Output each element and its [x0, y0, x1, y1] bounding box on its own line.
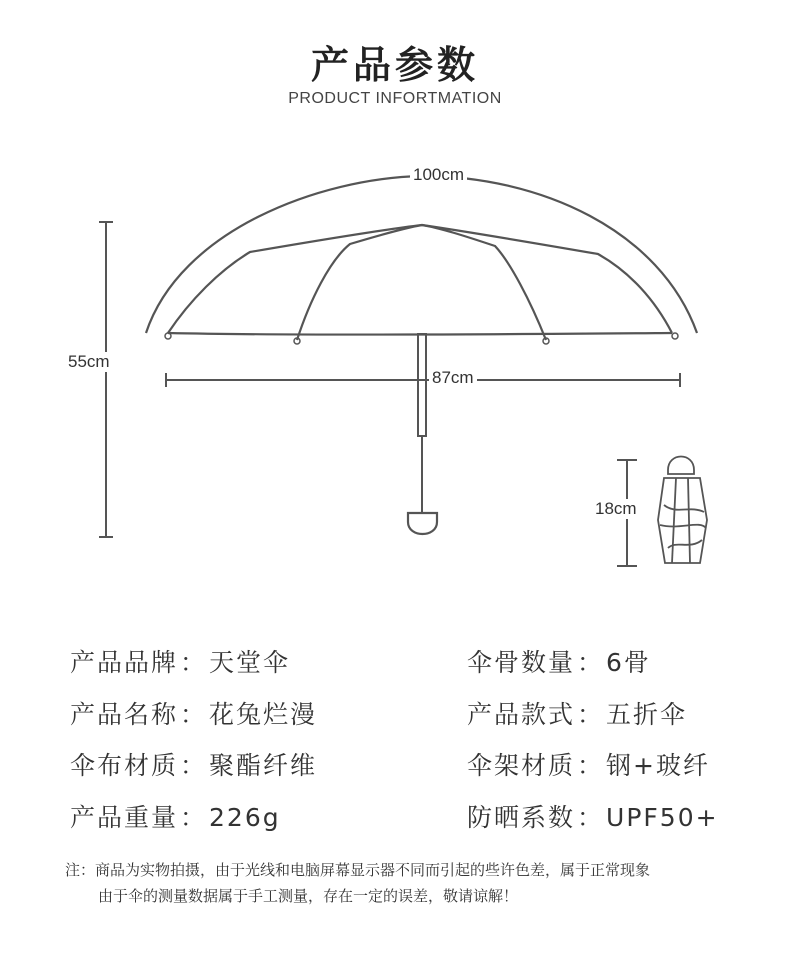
spec-label: 产品名称	[70, 700, 179, 729]
note-line-2: 由于伞的测量数据属于手工测量，存在一定的误差，敬请谅解！	[98, 887, 519, 905]
page-title: 产品参数	[310, 43, 479, 87]
spec-weight: 产品重量：226g	[70, 803, 281, 832]
spec-style: 产品款式：五折伞	[467, 700, 688, 729]
spec-value: 聚酯纤维	[209, 751, 318, 780]
note-line-1: 注：商品为实物拍摄，由于光线和电脑屏幕显示器不同而引起的些许色差，属于正常现象	[65, 861, 651, 879]
spec-value: 6骨	[606, 648, 651, 677]
spec-rib-count: 伞骨数量：6骨	[467, 648, 651, 677]
span-width-label: 87cm	[429, 368, 477, 388]
spec-product-name: 产品名称：花兔烂漫	[70, 700, 318, 729]
arc-dimension-line	[146, 176, 697, 333]
folded-height-label: 18cm	[592, 499, 640, 519]
spec-upf: 防晒系数：UPF50+	[467, 803, 719, 832]
spec-frame: 伞架材质：钢+玻纤	[467, 751, 710, 780]
spec-fabric: 伞布材质：聚酯纤维	[70, 751, 318, 780]
spec-value: 天堂伞	[209, 648, 291, 677]
open-height-label: 55cm	[65, 352, 113, 372]
rib-tip	[672, 333, 678, 339]
spec-label: 产品重量	[70, 803, 179, 832]
spec-value: 钢+玻纤	[606, 751, 710, 780]
spec-value: UPF50+	[606, 803, 719, 832]
arc-width-label: 100cm	[410, 165, 467, 185]
spec-brand: 产品品牌：天堂伞	[70, 648, 291, 677]
spec-label: 伞布材质	[70, 751, 179, 780]
umbrella-canopy-top	[168, 225, 672, 333]
folded-umbrella	[658, 457, 707, 564]
spec-label: 防晒系数	[467, 803, 576, 832]
umbrella-shaft-upper	[418, 334, 426, 436]
spec-label: 伞骨数量	[467, 648, 576, 677]
umbrella-rib-left	[297, 225, 422, 340]
spec-label: 伞架材质	[467, 751, 576, 780]
umbrella-handle	[408, 513, 437, 534]
spec-label: 产品品牌	[70, 648, 179, 677]
spec-value: 花兔烂漫	[209, 700, 318, 729]
spec-label: 产品款式	[467, 700, 576, 729]
spec-value: 226g	[209, 803, 281, 832]
spec-value: 五折伞	[606, 700, 688, 729]
page-subtitle: PRODUCT INFORTMATION	[288, 90, 502, 107]
